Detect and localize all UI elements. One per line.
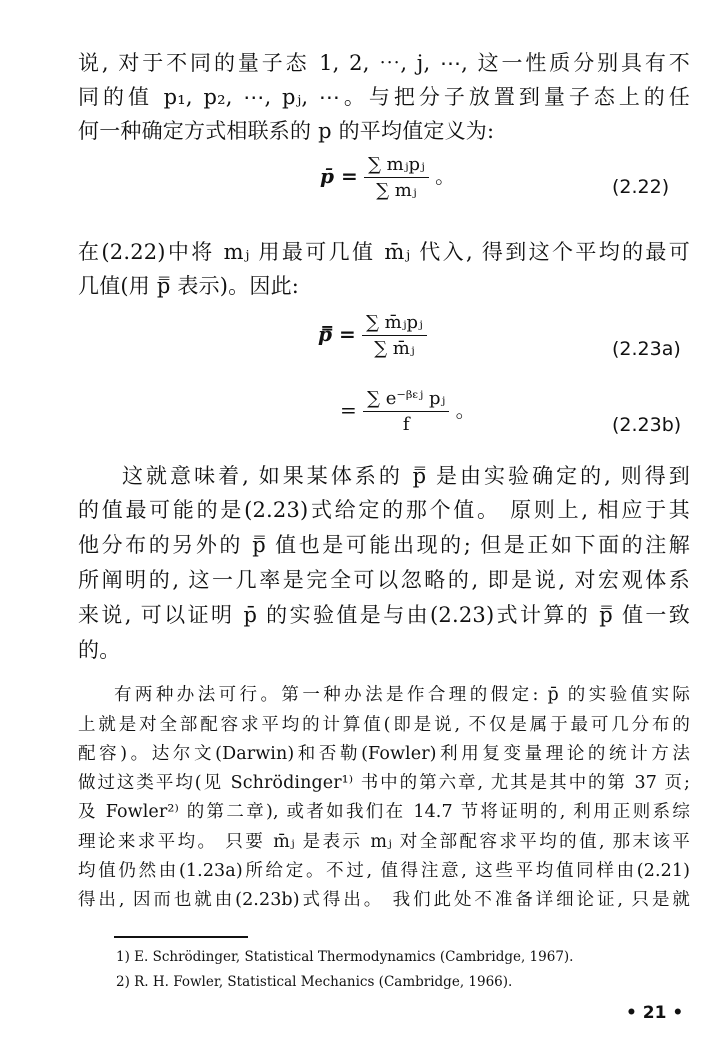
eq-lhs: p̿ = — [318, 322, 356, 346]
paragraph3-line: 的值最可能的是(2.23)式给定的那个值。 原则上, 相应于其 — [78, 498, 690, 522]
note-line: 有两种办法可行。第一种办法是作合理的假定: p̄ 的实验值实际 — [114, 685, 690, 705]
eq-lhs: = — [340, 398, 357, 422]
paragraph1-line: 同的值 p₁, p₂, ⋯, pⱼ, ⋯。与把分子放置到量子态上的任 — [78, 85, 690, 109]
paragraph3-line: 他分布的另外的 p̿ 值也是可能出现的; 但是正如下面的注解 — [78, 533, 690, 557]
paragraph1-line: 何一种确定方式相联系的 p 的平均值定义为: — [78, 119, 495, 143]
eq-punct: 。 — [455, 398, 476, 422]
eq-lhs: p̄ = — [320, 164, 358, 188]
note-line: 配容)。达尔文(Darwin)和否勒(Fowler)利用复变量理论的统计方法 — [78, 744, 690, 764]
equation-number: (2.23a) — [612, 338, 681, 360]
eq-denominator: ∑ m̄ⱼ — [374, 338, 415, 359]
equation-number: (2.22) — [612, 176, 670, 198]
equation-number: (2.23b) — [612, 414, 682, 436]
paragraph3-line: 的。 — [78, 638, 121, 662]
eq-fraction — [362, 312, 427, 359]
paragraph3-line: 来说, 可以证明 p̄ 的实验值是与由(2.23)式计算的 p̿ 值一致 — [78, 603, 690, 627]
equation-2-23a — [318, 312, 427, 359]
paragraph2-line: 在(2.22)中将 mⱼ 用最可几值 m̄ⱼ 代入, 得到这个平均的最可 — [78, 240, 690, 264]
page-number: • 21 • — [626, 1003, 684, 1023]
note-line: 做过这类平均(见 Schrödinger¹⁾ 书中的第六章, 尤其是其中的第 37 页; — [78, 773, 690, 793]
eq-numerator: ∑ mⱼpⱼ — [364, 154, 429, 178]
footnote: 2) R. H. Fowler, Statistical Mechanics (Cambridge, 1966). — [116, 974, 513, 990]
eq-denominator: f — [402, 414, 410, 435]
note-line: 及 Fowler²⁾ 的第二章), 或者如我们在 14.7 节将证明的, 利用正则系综 — [78, 802, 690, 822]
equation-2-23b — [340, 388, 476, 435]
note-line: 上就是对全部配容求平均的计算值(即是说, 不仅是属于最可几分布的 — [78, 715, 690, 735]
footnote-divider — [114, 936, 248, 938]
paragraph1-line: 说, 对于不同的量子态 1, 2, ⋯, j, ⋯, 这一性质分别具有不 — [78, 51, 690, 75]
paragraph3-line: 这就意味着, 如果某体系的 p̿ 是由实验确定的, 则得到 — [122, 464, 690, 488]
equation-2-22 — [320, 154, 455, 201]
note-line: 得出, 因而也就由(2.23b)式得出。 我们此处不准备详细论证, 只是就 — [78, 890, 690, 910]
eq-numerator: ∑ m̄ⱼpⱼ — [362, 312, 427, 336]
note-line: 均值仍然由(1.23a)所给定。不过, 值得注意, 这些平均值同样由(2.21) — [78, 861, 690, 881]
paragraph2-line: 几值(用 p̿ 表示)。因此: — [78, 274, 300, 298]
eq-fraction — [363, 388, 449, 435]
eq-fraction — [364, 154, 429, 201]
note-line: 理论来求平均。 只要 m̄ⱼ 是表示 mⱼ 对全部配容求平均的值, 那末该平 — [78, 832, 690, 852]
eq-denominator: ∑ mⱼ — [376, 180, 417, 201]
footnote: 1) E. Schrödinger, Statistical Thermodynamics (Cambridge, 1967). — [116, 949, 574, 965]
eq-numerator: ∑ e⁻ᵝᵋʲ pⱼ — [363, 388, 449, 412]
paragraph3-line: 所阐明的, 这一几率是完全可以忽略的, 即是说, 对宏观体系 — [78, 568, 690, 592]
eq-punct: 。 — [435, 164, 456, 188]
